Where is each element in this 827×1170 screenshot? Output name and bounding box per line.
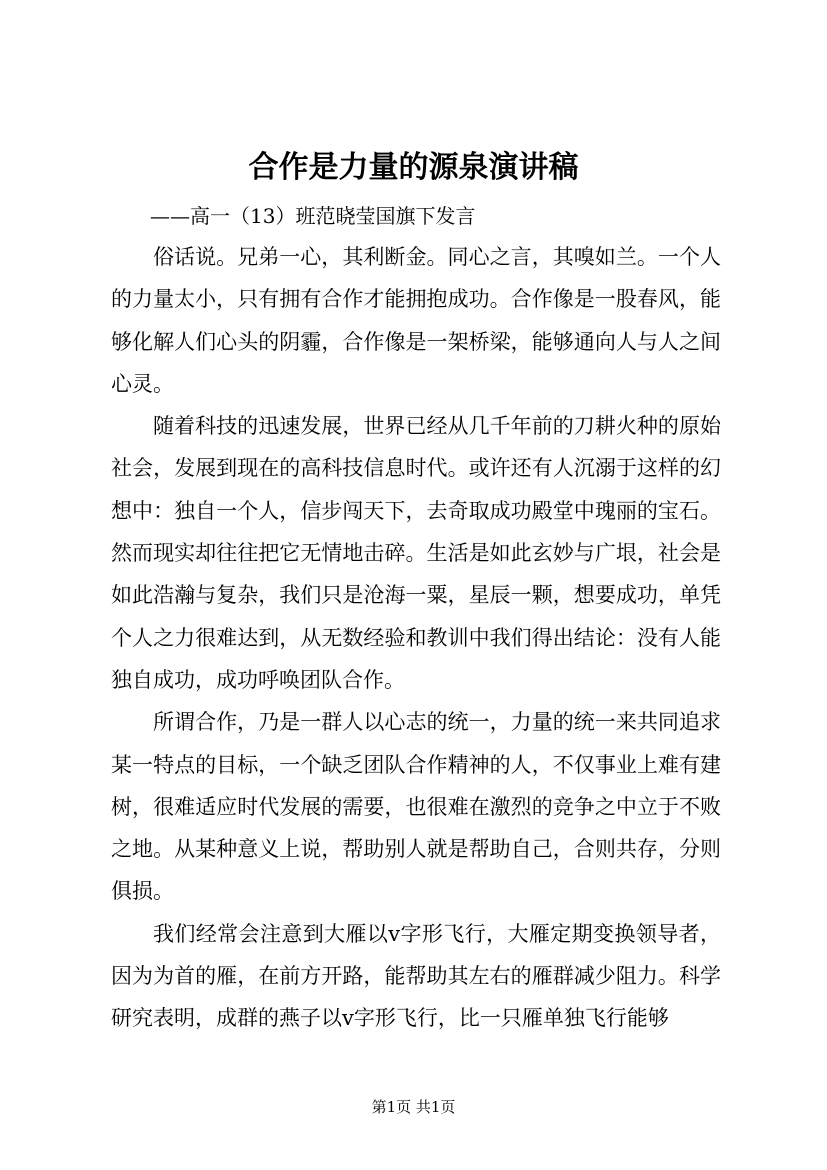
paragraph: 俗话说。兄弟一心，其利断金。同心之言，其嗅如兰。一个人的力量太小，只有拥有合作才能拥抱成功。合作像是一股春风，能够化解人们心头的阴霾，合作像是一架桥梁，能够通向人与人之间心灵。 <box>111 245 721 396</box>
paragraph: 随着科技的迅速发展，世界已经从几千年前的刀耕火种的原始社会，发展到现在的高科技信息时代。或许还有人沉溺于这样的幻想中：独自一个人，信步闯天下，去奇取成功殿堂中瑰丽的宝石。然而现实却往往把它无情地击碎。生活是如此玄妙与广垠，社会是如此浩瀚与复杂，我们只是沧海一粟，星辰一颗，想要成功，单凭个人之力很难达到，从无数经验和教训中我们得出结论：没有人能独自成功，成功呼唤团队合作。 <box>111 414 721 692</box>
page-footer: 第1页 共1页 <box>371 1098 456 1116</box>
document-body <box>111 236 721 1040</box>
paragraph: 我们经常会注意到大雁以v字形飞行，大雁定期变换领导者，因为为首的雁，在前方开路，能帮助其左右的雁群减少阻力。科学研究表明，成群的燕子以v字形飞行，比一只雁单独飞行能够 <box>111 921 721 1031</box>
document-title: 合作是力量的源泉演讲稿 <box>248 150 579 185</box>
document-subtitle: ——高一（13）班范晓莹国旗下发言 <box>150 204 476 228</box>
paragraph: 所谓合作，乃是一群人以心志的统一，力量的统一来共同追求某一特点的目标，一个缺乏团队合作精神的人，不仅事业上难有建树，很难适应时代发展的需要，也很难在激烈的竞争之中立于不败之地。从某种意义上说，帮助别人就是帮助自己，合则共存，分则俱损。 <box>111 710 721 904</box>
